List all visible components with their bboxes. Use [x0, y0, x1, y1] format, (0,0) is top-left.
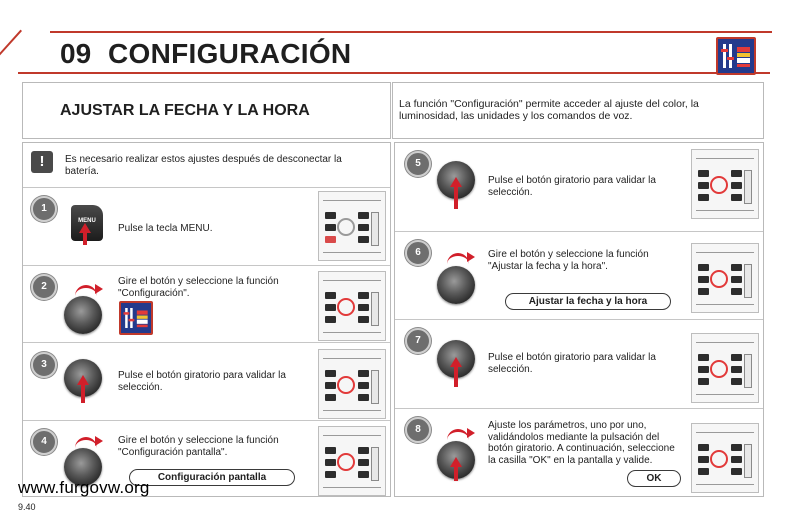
radio-panel-image	[691, 149, 759, 219]
step-1-text: Pulse la tecla MENU.	[118, 223, 213, 234]
divider	[395, 231, 763, 232]
rotate-arrowhead-icon	[95, 284, 103, 294]
ok-button[interactable]: OK	[627, 470, 681, 487]
press-arrowhead-icon	[450, 357, 462, 367]
step-1-badge: 1	[31, 196, 57, 222]
divider	[23, 265, 390, 266]
rotate-arrowhead-icon	[467, 428, 475, 438]
right-steps-panel	[394, 142, 764, 497]
step-7-badge: 7	[405, 328, 431, 354]
radio-panel-image	[691, 333, 759, 403]
divider	[395, 319, 763, 320]
header-rule-top	[50, 31, 772, 33]
chapter-number: 09	[60, 38, 92, 69]
press-arrowhead-icon	[450, 457, 462, 467]
step-4-badge: 4	[31, 429, 57, 455]
radio-panel-image	[691, 423, 759, 493]
step-2-text: Gire el botón y seleccione la función "Configuración".	[118, 276, 279, 299]
intro-text-box	[392, 82, 764, 139]
header-rule-bottom	[18, 72, 770, 74]
press-arrow-icon	[454, 365, 458, 387]
step-4-text: Gire el botón y seleccione la función "Configuración pantalla".	[118, 435, 279, 458]
rotary-knob-icon	[64, 296, 102, 334]
header-rule-slant	[0, 30, 22, 61]
ajustar-fecha-hora-button[interactable]: Ajustar la fecha y la hora	[505, 293, 671, 310]
watermark: www.furgovw.org	[18, 478, 150, 497]
section-title: AJUSTAR LA FECHA Y LA HORA	[60, 102, 310, 119]
radio-panel-image	[318, 271, 386, 341]
step-3-text: Pulse el botón giratorio para validar la selección.	[118, 370, 286, 393]
divider	[23, 187, 390, 188]
intro-title-box	[22, 82, 391, 139]
step-6-badge: 6	[405, 240, 431, 266]
menu-key-icon: MENU	[71, 205, 103, 241]
chapter-title: CONFIGURACIÓN	[108, 38, 352, 69]
step-3-badge: 3	[31, 352, 57, 378]
rotate-arrowhead-icon	[467, 252, 475, 262]
step-5-text: Pulse el botón giratorio para validar la selección.	[488, 175, 656, 198]
warning-text: Es necesario realizar estos ajustes después de desconectar la batería.	[65, 154, 342, 177]
divider	[23, 420, 390, 421]
intro-text: La función "Configuración" permite acceder al ajuste del color, la luminosidad, las unidades y los comandos de voz.	[399, 98, 699, 122]
rotary-knob-icon	[437, 266, 475, 304]
radio-panel-image	[318, 191, 386, 261]
press-arrow-icon	[83, 231, 87, 245]
press-arrow-icon	[454, 185, 458, 209]
left-steps-panel	[22, 142, 391, 497]
radio-panel-image	[691, 243, 759, 313]
configuration-icon	[716, 37, 756, 75]
press-arrowhead-icon	[450, 177, 462, 187]
press-arrowhead-icon	[77, 375, 89, 385]
divider	[395, 408, 763, 409]
configuration-icon	[119, 301, 153, 335]
step-6-text: Gire el botón y seleccione la función "Ajustar la fecha y la hora".	[488, 249, 649, 272]
press-arrow-icon	[81, 383, 85, 403]
page-number: 9.40	[18, 502, 36, 512]
step-8-text: Ajuste los parámetros, uno por uno, validándolos mediante la pulsación del botón giratorio. A continuación, seleccione la casilla "OK" en la pantalla y valide.	[488, 420, 675, 466]
configuracion-pantalla-button[interactable]: Configuración pantalla	[129, 469, 295, 486]
press-arrowhead-icon	[79, 223, 91, 233]
radio-panel-image	[318, 349, 386, 419]
step-2-badge: 2	[31, 274, 57, 300]
press-arrow-icon	[454, 465, 458, 481]
rotate-arrowhead-icon	[95, 436, 103, 446]
radio-panel-image	[318, 426, 386, 496]
divider	[23, 342, 390, 343]
step-7-text: Pulse el botón giratorio para validar la selección.	[488, 352, 656, 375]
step-8-badge: 8	[405, 417, 431, 443]
step-5-badge: 5	[405, 151, 431, 177]
warning-icon: !	[31, 151, 53, 173]
